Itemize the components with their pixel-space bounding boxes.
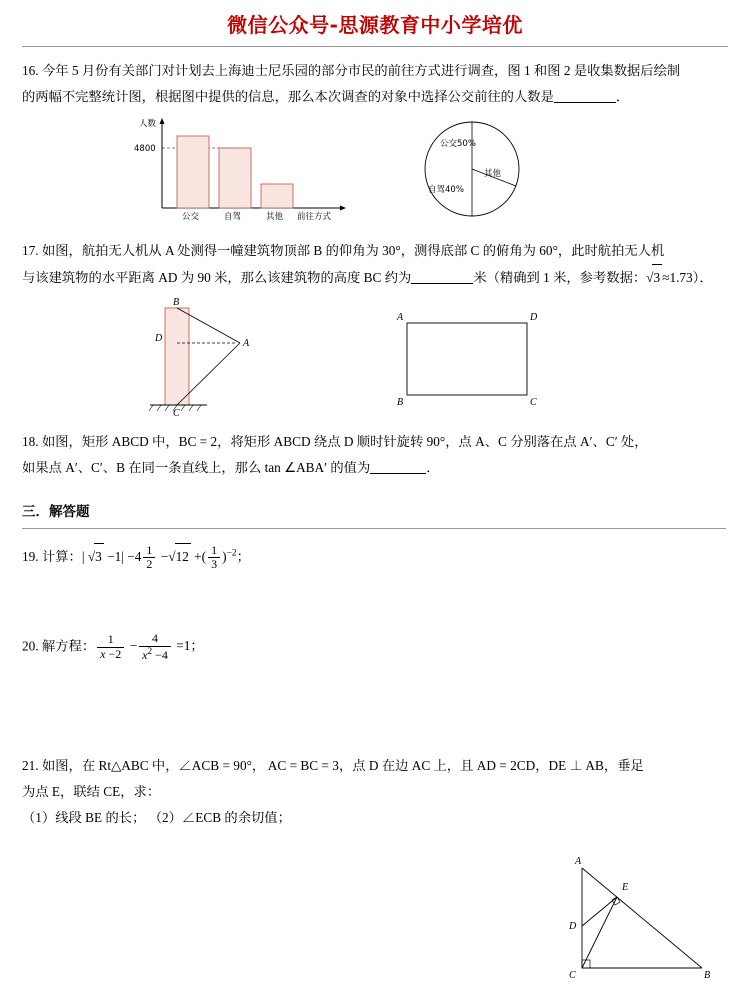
q21-text-a: 如图，在 Rt△ABC 中，∠ACB = 90°， AC = BC = 3，点 D 在边 AC 上，且 AD = 2CD，DE ⊥ AB，垂足 (41, 757, 644, 773)
q17-text-d: ≈1.73）． (662, 269, 713, 285)
q17-sqrt3: √3 (646, 264, 662, 291)
q17-answer-blank (411, 283, 473, 284)
q16-chart1-cat-0: 公交 (182, 211, 200, 222)
q20-expression: $\frac{1}{x -2}$ − $\frac{4}{x^2 -4}$ =1； (95, 638, 204, 653)
section-3-divider (22, 528, 726, 529)
q18-text-c: ． (426, 459, 440, 475)
q16-chart1-cat-2: 其他 (266, 211, 284, 222)
q18-answer-blank (370, 473, 426, 474)
q19-label: 计算： (41, 548, 82, 564)
question-20 (22, 632, 726, 663)
q16-text-a: 今年 5 月份有关部门对计划去上海迪士尼乐园的部分市民的前往方式进行调查，图 1 和图 2 是收集数据后绘制 (41, 63, 681, 78)
section-3-heading: 三．解答题 (22, 503, 90, 520)
q17-figures (22, 295, 726, 420)
q17-text-b: 与该建筑物的水平距离 AD 为 90 米，那么该建筑物的高度 BC 约为 (22, 269, 412, 285)
q16-chart1-ytick: 4800 (134, 143, 156, 154)
q21-figure (542, 856, 732, 991)
q16-chart2-label-2: 其他 (484, 168, 502, 179)
q20-number: 20. (22, 638, 39, 654)
question-21 (22, 753, 726, 831)
q21-figure-svg (542, 856, 732, 991)
question-19 (22, 543, 726, 572)
q16-answer-blank (554, 102, 616, 103)
q21-text-b: 为点 E，联结 CE，求： (22, 783, 161, 799)
q21-label-B: B (704, 970, 711, 981)
q17-text-c: 米（精确到 1 米，参考数据： (473, 269, 647, 285)
q21-number: 21. (22, 757, 39, 773)
q16-chart1-ylabel: 人数 (139, 118, 157, 129)
q16-chart2-label-0: 公交50% (440, 138, 476, 149)
q21-label-E: E (622, 882, 629, 893)
q21-label-C: C (569, 970, 576, 981)
q17-figure-svg (22, 295, 722, 420)
q17b-label-B: B (397, 396, 404, 408)
q20-label: 解方程： (41, 638, 96, 654)
q18-text-a: 如图，矩形 ABCD 中，BC = 2，将矩形 ABCD 绕点 D 顺时针旋转 90°，点 A、C 分别落在点 A′、C′ 处， (41, 433, 648, 449)
q17-label-A: A (243, 337, 250, 349)
q16-text-c: ． (615, 88, 630, 104)
question-18 (22, 429, 726, 481)
q17-number: 17. (22, 242, 39, 258)
page-header-title: 微信公众号-思源教育中小学培优 (227, 13, 523, 37)
q17-label-B: B (173, 296, 180, 308)
question-17 (22, 238, 726, 291)
q16-chart1-xlabel: 前往方式 (297, 211, 332, 222)
q16-number: 16. (22, 63, 39, 78)
q17-label-D: D (155, 332, 163, 344)
q21-label-D: D (569, 921, 577, 932)
document-content (0, 58, 750, 981)
q16-charts-svg (22, 114, 722, 229)
q18-text-b: 如果点 A′、C′、B 在同一条直线上，那么 tan ∠ABA′ 的值为 (22, 459, 371, 475)
q16-chart2-label-1: 自驾40% (428, 184, 464, 195)
q16-chart1-cat-1: 自驾 (224, 211, 242, 222)
q17b-label-C: C (530, 396, 537, 408)
q17-label-C: C (173, 407, 180, 419)
q19-number: 19. (22, 548, 39, 564)
q17-text-a: 如图，航拍无人机从 A 处测得一幢建筑物顶部 B 的仰角为 30°，测得底部 C 的俯角为 60°，此时航拍无人机 (41, 242, 665, 258)
header-divider (22, 46, 728, 47)
q17b-label-A: A (397, 311, 404, 323)
q19-expression: | √3 −1| −4 $\frac{1}{2}$ −√12 +( $\frac{1}{3}$ )$^{-2}$； (81, 542, 250, 572)
q18-number: 18. (22, 433, 39, 449)
q16-figures (22, 114, 726, 229)
q21-text-c: （1）线段 BE 的长； （2）∠ECB 的余切值； (22, 809, 291, 825)
q16-text-b: 的两幅不完整统计图，根据图中提供的信息，那么本次调查的对象中选择公交前往的人数是 (22, 88, 554, 104)
q17b-label-D: D (530, 311, 538, 323)
q21-label-A: A (575, 856, 582, 867)
question-16 (22, 58, 726, 110)
